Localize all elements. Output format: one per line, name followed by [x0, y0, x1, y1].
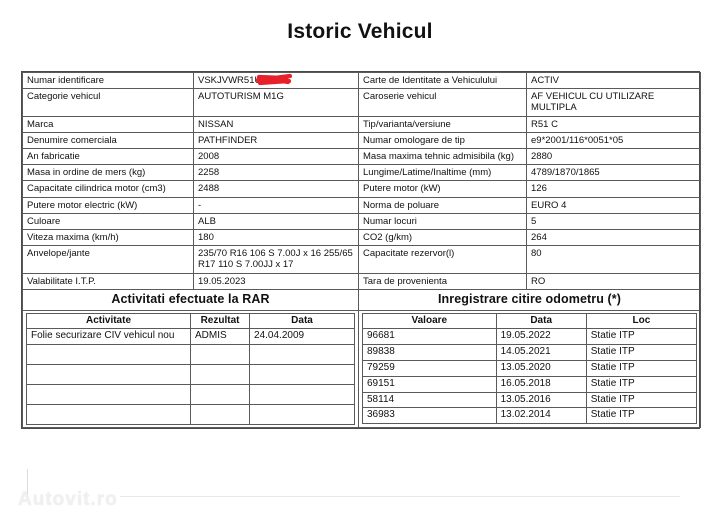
spec-label: Norma de poluare: [359, 197, 527, 213]
table-row: [23, 165, 701, 181]
spec-label: Culoare: [23, 213, 194, 229]
cell-data: 24.04.2009: [250, 329, 355, 345]
spec-value: 180: [194, 230, 359, 246]
cell-data: 13.05.2016: [496, 392, 586, 408]
cell-loc: Statie ITP: [586, 408, 696, 424]
spec-label: Numar locuri: [359, 213, 527, 229]
table-row: [363, 392, 697, 408]
table-row: [23, 273, 701, 289]
spec-label: An fabricatie: [23, 149, 194, 165]
cell-valoare: 58114: [363, 392, 497, 408]
spec-label: Masa maxima tehnic admisibila (kg): [359, 149, 527, 165]
table-header-row: [363, 313, 697, 329]
section-header-row: [23, 289, 701, 310]
spec-value: 126: [527, 181, 701, 197]
spec-value: 2880: [527, 149, 701, 165]
spec-label: Caroserie vehicul: [359, 89, 527, 116]
spec-value: 5: [527, 213, 701, 229]
vehicle-history-table-frame: [21, 71, 700, 429]
section-body-row: [23, 310, 701, 428]
spec-value: 80: [527, 246, 701, 273]
spec-value: 2258: [194, 165, 359, 181]
cell-data: 13.05.2020: [496, 360, 586, 376]
spec-value: 235/70 R16 106 S 7.00J x 16 255/65 R17 110 S 7.00JJ x 17: [194, 246, 359, 273]
watermark-tick: [27, 469, 28, 497]
table-row: [23, 149, 701, 165]
cell-data: 19.05.2022: [496, 329, 586, 345]
cell-data: 14.05.2021: [496, 345, 586, 361]
spec-label: Valabilitate I.T.P.: [23, 273, 194, 289]
cell-loc: Statie ITP: [586, 345, 696, 361]
table-row: [23, 116, 701, 132]
spec-label: Marca: [23, 116, 194, 132]
odometer-readings-table: [362, 313, 697, 425]
page-title: Istoric Vehicul: [287, 20, 433, 43]
table-row: [363, 345, 697, 361]
spec-value: EURO 4: [527, 197, 701, 213]
table-row: [23, 213, 701, 229]
spec-value: 264: [527, 230, 701, 246]
table-row: [363, 408, 697, 424]
spec-value: 2008: [194, 149, 359, 165]
spec-value: [194, 73, 359, 89]
rar-table-cell: [23, 310, 359, 428]
spec-value: PATHFINDER: [194, 132, 359, 148]
table-row: [23, 89, 701, 116]
rar-section-title: Activitati efectuate la RAR: [23, 289, 359, 310]
rar-activities-table: [26, 313, 355, 426]
spec-label: Numar omologare de tip: [359, 132, 527, 148]
cell-data: 13.02.2014: [496, 408, 586, 424]
cell-data: 16.05.2018: [496, 376, 586, 392]
column-header-activitate: Activitate: [27, 313, 191, 329]
spec-label: CO2 (g/km): [359, 230, 527, 246]
spacer-row: [27, 405, 355, 425]
spec-label: Categorie vehicul: [23, 89, 194, 116]
table-header-row: [27, 313, 355, 329]
watermark-text: Autovit.ro: [18, 489, 118, 510]
cell-valoare: 79259: [363, 360, 497, 376]
spec-label: Anvelope/jante: [23, 246, 194, 273]
odometer-section-title: Inregistrare citire odometru (*): [359, 289, 701, 310]
spec-label: Carte de Identitate a Vehiculului: [359, 73, 527, 89]
vehicle-spec-table: [22, 72, 701, 428]
spec-label: Tara de provenienta: [359, 273, 527, 289]
table-row: [363, 360, 697, 376]
spec-value: RO: [527, 273, 701, 289]
cell-loc: Statie ITP: [586, 360, 696, 376]
spec-value: AUTOTURISM M1G: [194, 89, 359, 116]
cell-loc: Statie ITP: [586, 392, 696, 408]
table-row: [23, 230, 701, 246]
table-row: [363, 329, 697, 345]
spec-value: R51 C: [527, 116, 701, 132]
column-header-loc: Loc: [586, 313, 696, 329]
spec-label: Masa in ordine de mers (kg): [23, 165, 194, 181]
watermark-rule: [120, 496, 680, 497]
spacer-row: [27, 365, 355, 385]
spec-value: e9*2001/116*0051*05: [527, 132, 701, 148]
column-header-rezultat: Rezultat: [191, 313, 250, 329]
cell-loc: Statie ITP: [586, 329, 696, 345]
spec-label: Viteza maxima (km/h): [23, 230, 194, 246]
spec-value: AF VEHICUL CU UTILIZARE MULTIPLA: [527, 89, 701, 116]
spec-label: Tip/varianta/versiune: [359, 116, 527, 132]
table-row: [23, 246, 701, 273]
column-header-valoare: Valoare: [363, 313, 497, 329]
spec-label: Putere motor electric (kW): [23, 197, 194, 213]
spec-label: Denumire comerciala: [23, 132, 194, 148]
column-header-data: Data: [250, 313, 355, 329]
spec-label: Putere motor (kW): [359, 181, 527, 197]
vin-value: VSKJVWR51U033: [198, 75, 278, 86]
spacer-row: [27, 385, 355, 405]
spec-value: ACTIV: [527, 73, 701, 89]
cell-valoare: 96681: [363, 329, 497, 345]
table-row: [27, 329, 355, 345]
odometer-table-cell: [359, 310, 701, 428]
spec-label: Capacitate cilindrica motor (cm3): [23, 181, 194, 197]
vin-value-wrapper: [198, 75, 277, 86]
cell-valoare: 36983: [363, 408, 497, 424]
spec-value: 2488: [194, 181, 359, 197]
spec-value: NISSAN: [194, 116, 359, 132]
table-row: [23, 181, 701, 197]
cell-valoare: 89838: [363, 345, 497, 361]
spec-value: -: [194, 197, 359, 213]
spec-value: 4789/1870/1865: [527, 165, 701, 181]
cell-rezultat: ADMIS: [191, 329, 250, 345]
table-row: [23, 197, 701, 213]
cell-loc: Statie ITP: [586, 376, 696, 392]
cell-valoare: 69151: [363, 376, 497, 392]
spec-value: 19.05.2023: [194, 273, 359, 289]
cell-activitate: Folie securizare CIV vehicul nou: [27, 329, 191, 345]
spec-label: Numar identificare: [23, 73, 194, 89]
table-row: [363, 376, 697, 392]
spec-label: Capacitate rezervor(l): [359, 246, 527, 273]
spacer-row: [27, 345, 355, 365]
spec-value: ALB: [194, 213, 359, 229]
table-row: [23, 132, 701, 148]
spec-label: Lungime/Latime/Inaltime (mm): [359, 165, 527, 181]
column-header-data: Data: [496, 313, 586, 329]
redaction-scribble-icon: [256, 73, 292, 85]
table-row: [23, 73, 701, 89]
